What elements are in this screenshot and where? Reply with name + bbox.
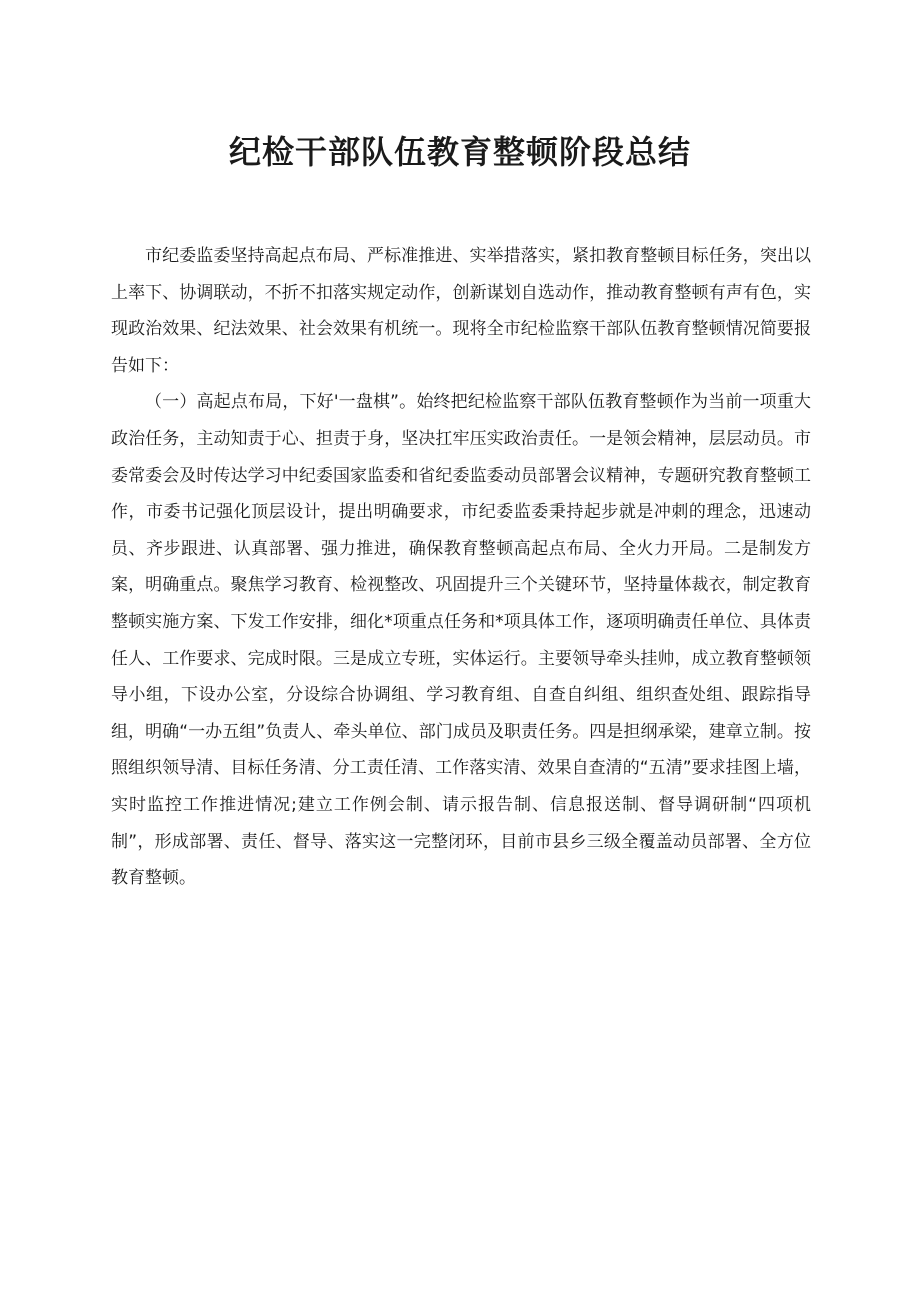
intro-paragraph: 市纪委监委坚持高起点布局、严标准推进、实举措落实，紧扣教育整顿目标任务，突出以上率下、协调联动，不折不扣落实规定动作，创新谋划自选动作，推动教育整顿有声有色，实现政治效果、纪法效果、社会效果有机统一。现将全市纪检监察干部队伍教育整顿情况简要报告如下：: [111, 246, 811, 376]
section-one-paragraph: （一）高起点布局，下好'一盘棋”。始终把纪检监察干部队伍教育整顿作为当前一项重大政治任务，主动知责于心、担责于身，坚决扛牢压实政治责任。一是领会精神，层层动员。市委常委会及时传达学习中纪委国家监委和省纪委监委动员部署会议精神，专题研究教育整顿工作，市委书记强化顶层设计，提出明确要求，市纪委监委秉持起步就是冲刺的理念，迅速动员、齐步跟进、认真部署、强力推进，确保教育整顿高起点布局、全火力开局。二是制发方案，明确重点。聚焦学习教育、检视整改、巩固提升三个关键环节，坚持量体裁衣，制定教育整顿实施方案、下发工作安排，细化*项重点任务和*项具体工作，逐项明确责任单位、具体责任人、工作要求、完成时限。三是成立专班，实体运行。主要领导牵头挂帅，成立教育整顿领导小组，下设办公室，分设综合协调组、学习教育组、自查自纠组、组织查处组、跟踪指导组，明确“一办五组”负责人、牵头单位、部门成员及职责任务。四是担纲承梁，建章立制。按照组织领导清、目标任务清、分工责任清、工作落实清、效果自查清的“五清”要求挂图上墙，实时监控工作推进情况;建立工作例会制、请示报告制、信息报送制、督导调研制“四项机制”，形成部署、责任、督导、落实这一完整闭环，目前市县乡三级全覆盖动员部署、全方位教育整顿。: [111, 392, 811, 889]
document-title: 纪检干部队伍教育整顿阶段总结: [228, 133, 691, 171]
document-body: [111, 238, 811, 897]
